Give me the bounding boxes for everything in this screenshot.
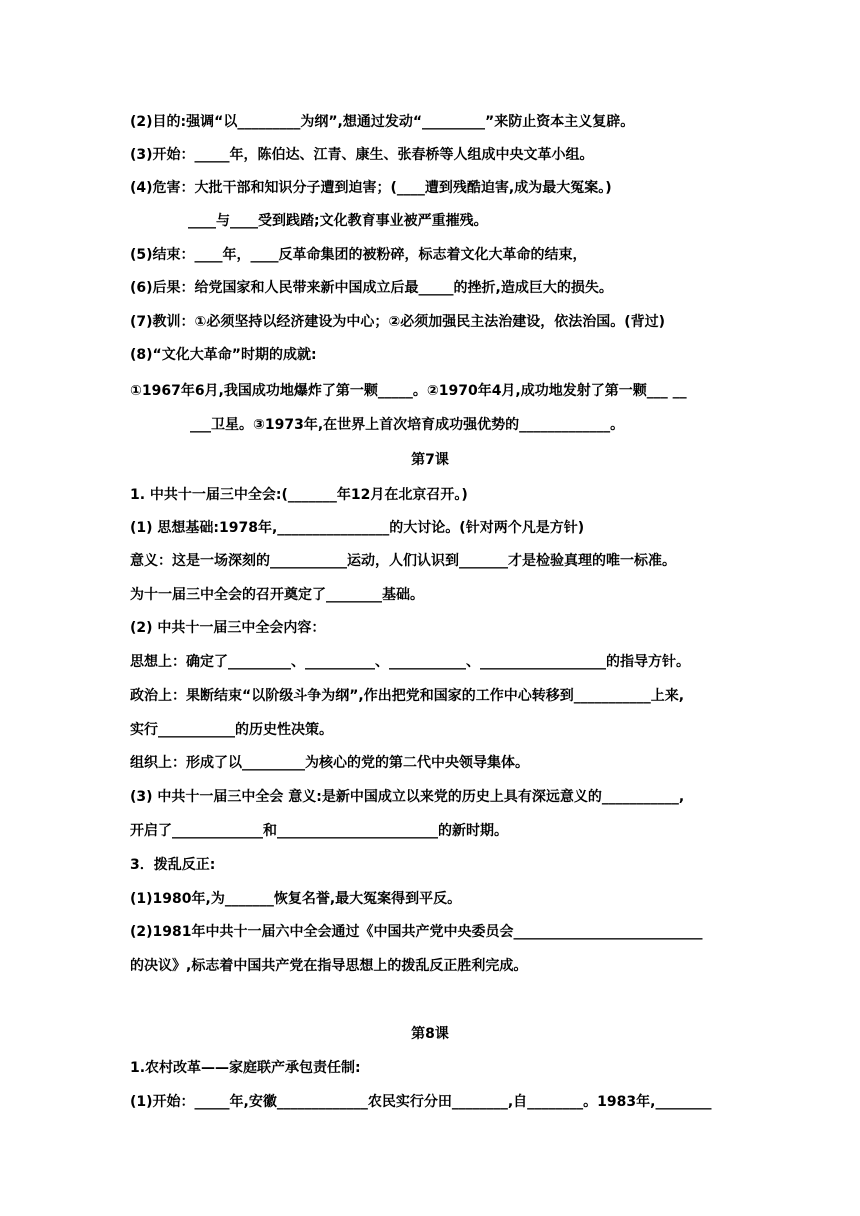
text-line: (6)后果：给党国家和人民带来新中国成立后最_____的挫折,造成巨大的损失。 bbox=[130, 280, 613, 296]
text-line: (4)危害：大批干部和知识分子遭到迫害；(____遭到残酷迫害,成为最大冤案。) bbox=[130, 180, 612, 196]
text-line: 1. 中共十一届三中全会:(_______年12月在北京召开。) bbox=[130, 487, 468, 503]
text-line: 的决议》,标志着中国共产党在指导思想上的拨乱反正胜利完成。 bbox=[130, 958, 528, 974]
text-line: 3．拨乱反正: bbox=[130, 857, 216, 873]
text-line: (1)开始：_____年,安徽_____________农民实行分田________,自________。1983年,________ bbox=[130, 1094, 712, 1110]
text-line: (3) 中共十一届三中全会 意义:是新中国成立以来党的历史上具有深远意义的___________, bbox=[130, 789, 685, 805]
text-line: 开启了_____________和_______________________的新时期。 bbox=[130, 823, 508, 839]
text-line: ___卫星。③1973年,在世界上首次培育成功强优势的_____________。 bbox=[190, 417, 625, 433]
text-line: (7)教训：①必须坚持以经济建设为中心；②必须加强民主法治建设，依法治国。(背过) bbox=[130, 314, 666, 330]
text-line: (5)结束：____年，____反革命集团的被粉碎，标志着文化大革命的结束， bbox=[130, 247, 587, 263]
text-line: ①1967年6月,我国成功地爆炸了第一颗_____。②1970年4月,成功地发射了第一颗___ __ bbox=[130, 383, 687, 399]
text-line: 1.农村改革——家庭联产承包责任制: bbox=[130, 1060, 361, 1076]
text-line: 政治上：果断结束“以阶级斗争为纲”,作出把党和国家的工作中心转移到___________上来, bbox=[130, 688, 685, 704]
text-line: (1) 思想基础:1978年,________________的大讨论。(针对两个凡是方针) bbox=[130, 520, 585, 536]
text-line: ____与____受到践踏;文化教育事业被严重摧残。 bbox=[188, 213, 488, 229]
text-line: 意义：这是一场深刻的___________运动，人们认识到_______才是检验真理的唯一标准。 bbox=[130, 553, 676, 569]
text-line: (1)1980年,为_______恢复名誉,最大冤案得到平反。 bbox=[130, 891, 462, 907]
text-line: 实行___________的历史性决策。 bbox=[130, 722, 333, 738]
text-line: 组织上：形成了以_________为核心的党的第二代中央领导集体。 bbox=[130, 755, 529, 771]
text-line: (2)目的:强调“以_________为纲”,想通过发动“_________”来防止资本主义复辟。 bbox=[130, 114, 635, 130]
text-line: 思想上：确定了_________、__________、___________、__________________的指导方针。 bbox=[130, 654, 690, 670]
section-heading: 第7课 bbox=[411, 452, 449, 468]
text-line: (2) 中共十一届三中全会内容： bbox=[130, 620, 326, 636]
section-heading: 第8课 bbox=[411, 1026, 449, 1042]
text-line: 为十一届三中全会的召开奠定了________基础。 bbox=[130, 587, 424, 603]
text-line: (2)1981年中共十一届六中全会通过《中国共产党中央委员会___________________________ bbox=[130, 924, 703, 940]
text-line: (3)开始：_____年，陈伯达、江青、康生、张春桥等人组成中央文革小组。 bbox=[130, 147, 594, 163]
text-line: (8)“文化大革命”时期的成就: bbox=[130, 347, 317, 363]
